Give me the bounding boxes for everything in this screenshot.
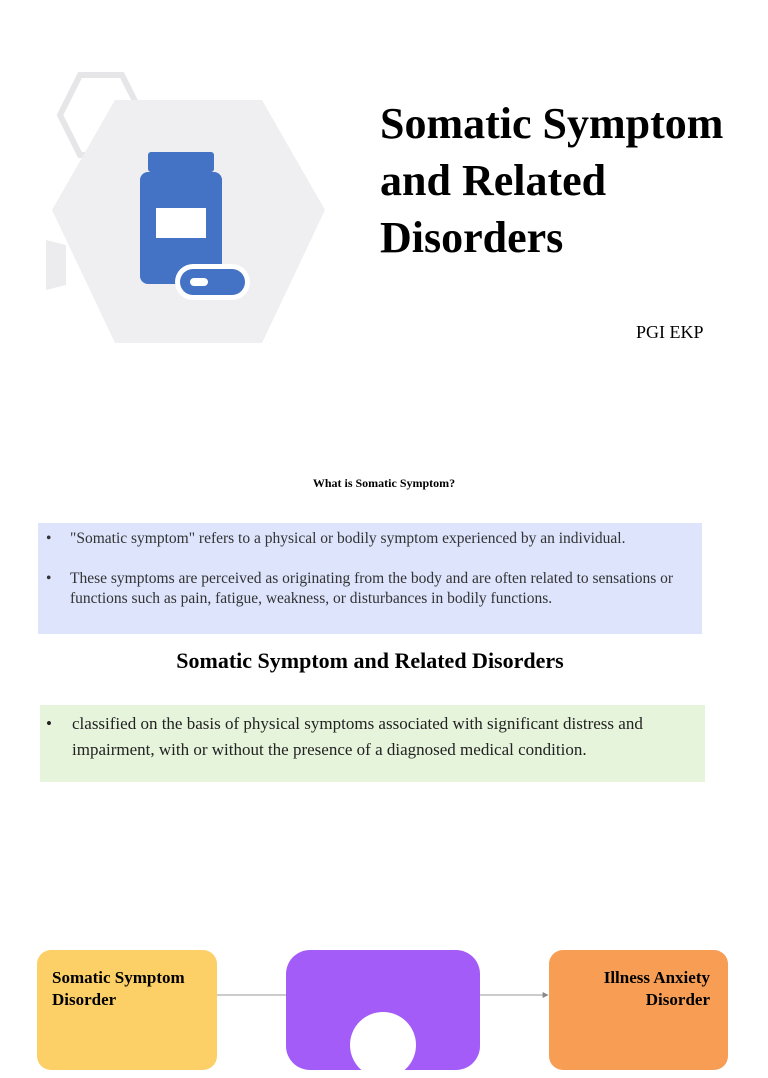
page-title: Somatic Symptom and Related Disorders: [380, 99, 724, 262]
bullet-icon: •: [46, 570, 52, 587]
bullet-icon: •: [46, 530, 52, 547]
author-label: PGI EKP: [636, 322, 704, 342]
section-heading: Somatic Symptom and Related Disorders: [176, 648, 564, 673]
classification-box: [40, 705, 705, 782]
classification-text: classified on the basis of physical symptoms associated with significant distress and impairment, with or without the presence of a diagnosed medical condition.: [72, 714, 643, 759]
illness-anxiety-disorder-node: Illness Anxiety Disorder: [549, 950, 728, 1070]
definition-list: [46, 529, 692, 609]
central-node-circle: [350, 1012, 416, 1078]
central-node: [286, 950, 480, 1070]
definition-text: "Somatic symptom" refers to a physical or bodily symptom experienced by an individual.: [70, 530, 626, 547]
definition-text: These symptoms are perceived as originating from the body and are often related to sensations or functions such as pain, fatigue, weakness, or disturbances in bodily functions.: [70, 570, 674, 607]
list-item: [46, 529, 692, 549]
bullet-icon: •: [46, 714, 52, 733]
intro-heading: What is Somatic Symptom?: [312, 476, 456, 490]
somatic-symptom-disorder-node: Somatic Symptom Disorder: [37, 950, 217, 1070]
list-item: [46, 569, 692, 609]
definition-box: [38, 523, 702, 634]
classification-item: [46, 711, 693, 763]
hero-graphic: [40, 60, 340, 370]
